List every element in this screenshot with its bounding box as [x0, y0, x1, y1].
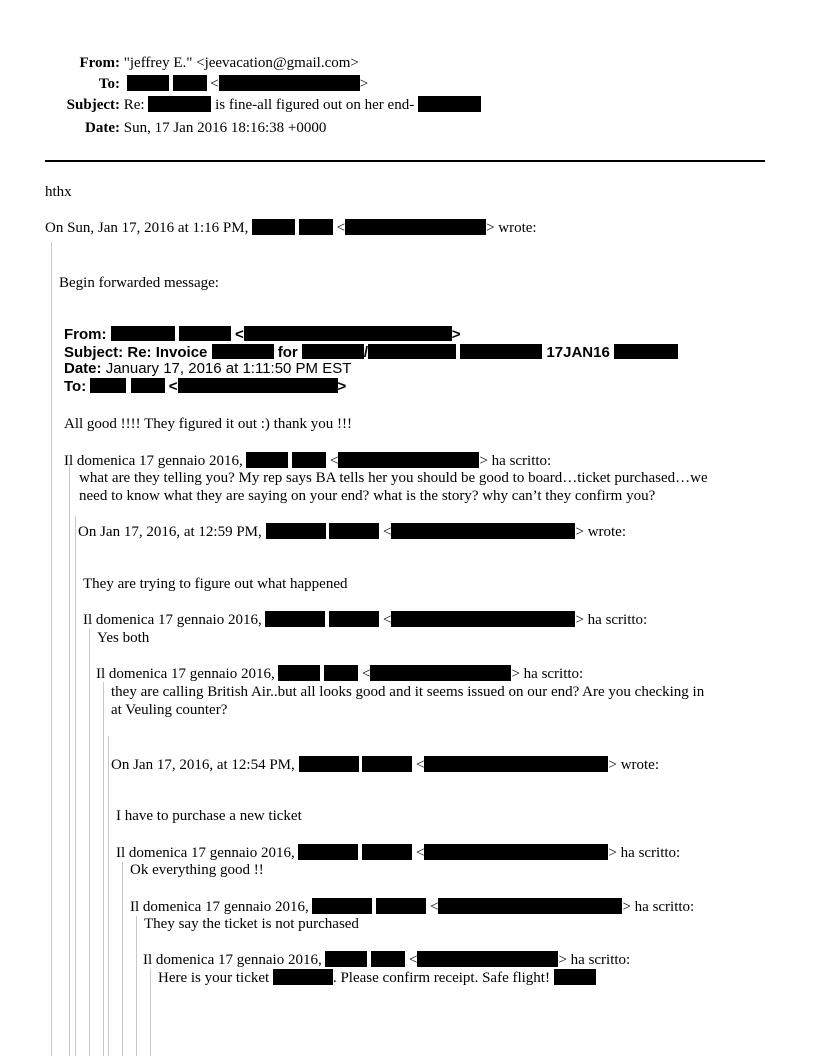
redaction	[324, 665, 358, 681]
attribution-text: Il domenica 17 gennaio 2016,	[143, 952, 322, 968]
redaction	[376, 898, 426, 914]
redaction	[278, 665, 320, 681]
fwd-subject-date: 17JAN16	[546, 344, 610, 361]
quote-attribution: On Jan 17, 2016, at 12:54 PM, < > wrote:	[111, 757, 660, 773]
subject-label: Subject:	[66, 97, 120, 113]
quote-bar	[69, 465, 70, 1056]
fwd-to-label: To:	[64, 378, 87, 395]
redaction	[391, 611, 575, 627]
redaction	[417, 951, 558, 967]
redaction	[298, 844, 358, 860]
redaction	[252, 219, 295, 235]
redaction	[345, 219, 486, 235]
redaction	[325, 951, 367, 967]
redaction	[111, 326, 175, 341]
quote-bar	[150, 969, 151, 1056]
quote-bar	[89, 629, 90, 1056]
redaction	[131, 378, 165, 393]
header-from-row	[60, 54, 359, 72]
redaction	[368, 344, 456, 359]
message-text: they are calling British Air..but all looks good and it seems issued on our end? Are you checking in	[111, 684, 705, 700]
quote-attribution: Il domenica 17 gennaio 2016, < > ha scritto:	[130, 899, 695, 915]
quote-attribution: Il domenica 17 gennaio 2016, < > ha scritto:	[116, 845, 681, 861]
message-text: what are they telling you? My rep says BA tells her you should be good to board…ticket purchased…we	[79, 470, 708, 486]
attribution-wrote: ha scritto:	[634, 899, 695, 915]
redaction	[362, 756, 412, 772]
quote-bar	[122, 862, 123, 1056]
redaction	[391, 523, 575, 539]
redaction	[362, 844, 412, 860]
quote-attribution: Il domenica 17 gennaio 2016, < > ha scritto:	[96, 666, 584, 682]
attribution-wrote: ha scritto:	[620, 845, 681, 861]
attribution-wrote: ha scritto:	[570, 952, 631, 968]
date-label: Date:	[85, 120, 120, 136]
subject-text: is fine-all figured out on her end-	[215, 97, 415, 113]
redaction	[329, 611, 379, 627]
quote-bar	[103, 682, 104, 1056]
redaction	[371, 951, 405, 967]
redaction	[424, 756, 608, 772]
redaction	[90, 378, 126, 393]
attribution-wrote: ha scritto:	[587, 612, 648, 628]
quote-attribution: Il domenica 17 gennaio 2016, < > ha scritto:	[64, 453, 552, 469]
attribution-text: On Jan 17, 2016, at 12:59 PM,	[78, 524, 262, 540]
redaction	[244, 326, 452, 341]
attribution-text: Il domenica 17 gennaio 2016,	[130, 899, 309, 915]
attribution-text: Il domenica 17 gennaio 2016,	[64, 453, 243, 469]
lt-bracket: <	[210, 76, 219, 92]
message-text: I have to purchase a new ticket	[116, 808, 302, 824]
date-value: Sun, 17 Jan 2016 18:16:38 +0000	[123, 120, 327, 136]
redaction	[302, 344, 364, 359]
redaction	[178, 378, 338, 393]
message-text	[158, 969, 596, 987]
attribution-wrote: ha scritto:	[523, 666, 584, 682]
subject-re: Re:	[123, 97, 145, 113]
fwd-from-row: From: < >	[64, 326, 461, 343]
quote-attribution: Il domenica 17 gennaio 2016, < > ha scritto:	[83, 612, 648, 628]
quote-attribution: Il domenica 17 gennaio 2016, < > ha scritto:	[143, 952, 631, 968]
attribution-wrote: wrote:	[620, 757, 660, 773]
header-subject-row	[60, 96, 481, 114]
redaction	[265, 611, 325, 627]
attribution-text: On Jan 17, 2016, at 12:54 PM,	[111, 757, 295, 773]
redaction	[273, 969, 333, 985]
redaction	[424, 844, 608, 860]
from-value: "jeffrey E." <jeevacation@gmail.com>	[123, 55, 359, 71]
gt-bracket: >	[359, 76, 369, 92]
message-text: at Veuling counter?	[111, 702, 228, 718]
redaction	[246, 452, 288, 468]
redaction	[614, 344, 678, 359]
redaction	[148, 96, 211, 112]
redaction	[338, 452, 479, 468]
fwd-subject-label: Subject:	[64, 344, 124, 361]
attribution-text: Il domenica 17 gennaio 2016,	[96, 666, 275, 682]
quote-attribution: On Jan 17, 2016, at 12:59 PM, < > wrote:	[78, 524, 627, 540]
attribution-wrote: wrote:	[587, 524, 627, 540]
redaction	[299, 756, 359, 772]
message-text: They are trying to figure out what happened	[83, 576, 348, 592]
redaction	[179, 326, 231, 341]
attribution-text: Il domenica 17 gennaio 2016,	[83, 612, 262, 628]
redaction	[329, 523, 379, 539]
quote-bar	[75, 516, 76, 1056]
fwd-subject-for: for	[277, 344, 298, 361]
ticket-text-end: . Please confirm receipt. Safe flight!	[332, 970, 550, 986]
attribution-text: On Sun, Jan 17, 2016 at 1:16 PM,	[45, 220, 249, 236]
fwd-date-value: January 17, 2016 at 1:11:50 PM EST	[105, 360, 352, 377]
redaction	[219, 75, 360, 91]
redaction	[299, 219, 333, 235]
redaction	[370, 665, 511, 681]
redaction	[554, 969, 596, 985]
header-to-row	[60, 75, 368, 93]
message-text: Yes both	[97, 630, 150, 646]
redaction	[312, 898, 372, 914]
redaction	[292, 452, 326, 468]
redaction	[266, 523, 326, 539]
redaction	[173, 75, 207, 91]
redaction	[460, 344, 542, 359]
fwd-date-label: Date:	[64, 360, 102, 377]
redaction	[127, 75, 169, 91]
attribution-text: Il domenica 17 gennaio 2016,	[116, 845, 295, 861]
quote-bar	[136, 916, 137, 1056]
forwarded-label: Begin forwarded message:	[59, 275, 219, 291]
fwd-subject-row: Subject: Re: Invoice for / 17JAN16	[64, 344, 678, 361]
message-text: need to know what they are saying on your end? what is the story? why can’t they confirm you?	[79, 488, 656, 504]
fwd-to-row: To: < >	[64, 378, 347, 395]
quote-bar	[108, 736, 109, 1056]
ticket-text: Here is your ticket	[158, 970, 270, 986]
message-text: They say the ticket is not purchased	[144, 916, 359, 932]
attribution-wrote: wrote:	[498, 220, 537, 236]
header-date-row	[60, 119, 326, 137]
redaction	[438, 898, 622, 914]
redaction	[418, 96, 481, 112]
redaction	[212, 344, 274, 359]
quote-bar	[51, 242, 52, 1056]
fwd-subject-re: Re: Invoice	[127, 344, 208, 361]
message-text: Ok everything good !!	[130, 862, 264, 878]
quote-attribution: On Sun, Jan 17, 2016 at 1:16 PM, < > wrote:	[45, 220, 537, 236]
attribution-wrote: ha scritto:	[491, 453, 552, 469]
reply-text: hthx	[45, 184, 72, 200]
fwd-date-row	[64, 361, 351, 377]
header-divider	[45, 160, 765, 162]
from-label: From:	[79, 55, 120, 71]
fwd-from-label: From:	[64, 326, 107, 343]
to-label: To:	[98, 76, 120, 92]
message-text: All good !!!! They figured it out :) thank you !!!	[64, 416, 352, 432]
